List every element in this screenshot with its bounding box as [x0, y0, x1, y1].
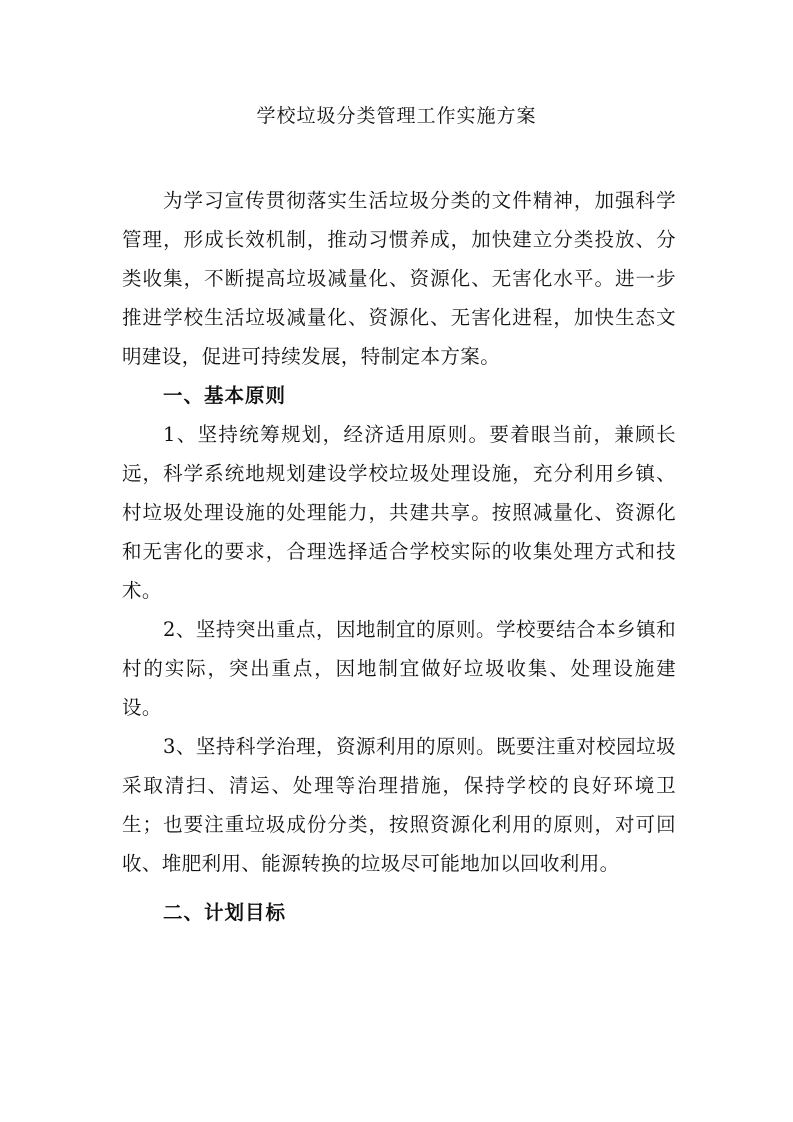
section-heading-plan-goals: 二、计划目标: [163, 901, 287, 924]
principle-paragraph-1: 1、坚持统筹规划，经济适用原则。要着眼当前，兼顾长远，科学系统地规划建设学校垃圾处理设施，充分利用乡镇、村垃圾处理设施的处理能力，共建共享。按照减量化、资源化和无害化的要求，合理选择适合学校实际的收集处理方式和技术。: [122, 423, 676, 602]
intro-paragraph: 为学习宣传贯彻落实生活垃圾分类的文件精神，加强科学管理，形成长效机制，推动习惯养成，加快建立分类投放、分类收集，不断提高垃圾减量化、资源化、无害化水平。进一步推进学校生活垃圾减量化、资源化、无害化进程，加快生态文明建设，促进可持续发展，特制定本方案。: [122, 189, 676, 368]
principle-paragraph-2: 2、坚持突出重点，因地制宜的原则。学校要结合本乡镇和村的实际，突出重点，因地制宜做好垃圾收集、处理设施建设。: [122, 618, 676, 719]
document-title: 学校垃圾分类管理工作实施方案: [256, 105, 537, 127]
document-body: [122, 181, 676, 932]
principle-paragraph-3: 3、坚持科学治理，资源利用的原则。既要注重对校园垃圾采取清扫、清运、处理等治理措施，保持学校的良好环境卫生；也要注重垃圾成份分类，按照资源化利用的原则，对可回收、堆肥利用、能源转换的垃圾尽可能地加以回收利用。: [122, 735, 676, 875]
section-heading-basic-principles: 一、基本原则: [163, 384, 287, 407]
